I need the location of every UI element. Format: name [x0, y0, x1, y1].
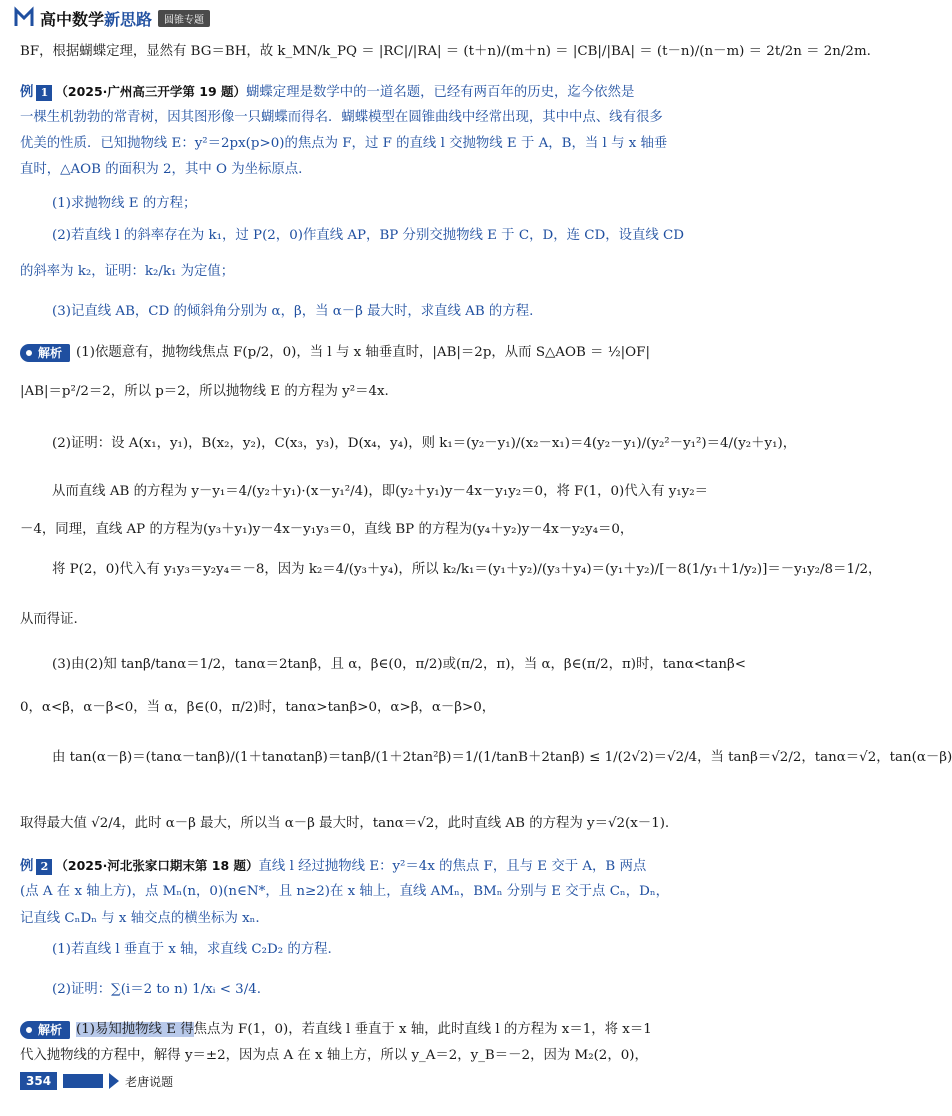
header-tag: 圆锥专题 [158, 10, 210, 27]
text-line: 从而直线 AB 的方程为 y－y₁＝4/(y₂＋y₁)·(x－y₁²/4)，即(y₂＋y₁)y－4x－y₁y₂＝0，将 F(1，0)代入有 y₁y₂＝ [52, 484, 708, 499]
example-text: 直线 l 经过抛物线 E：y²＝4x 的焦点 F，且与 E 交于 A，B 两点 [258, 859, 647, 874]
solution-1-line [20, 343, 751, 363]
text-line: (2)证明：∑(i＝2 to n) 1/xᵢ < 3/4. [52, 982, 261, 997]
page-footer [20, 1070, 173, 1092]
example-label: 例 [20, 85, 34, 100]
solution-text: 焦点为 F(1，0)，若直线 l 垂直于 x 轴，此时直线 l 的方程为 x＝1，将 x＝1 [193, 1022, 652, 1037]
text-line: (1)求抛物线 E 的方程； [52, 196, 197, 211]
text-line: (点 A 在 x 轴上方)，点 Mₙ(n，0)(n∈N*，且 n≥2)在 x 轴上，直线 AMₙ，BMₙ 分别与 E 交于点 Cₙ，Dₙ， [20, 884, 670, 899]
example-source: （2025·河北张家口期末第 18 题） [55, 858, 259, 873]
text-line: (3)由(2)知 tanβ/tanα＝1/2，tanα＝2tanβ，且 α，β∈(0，π/2)或(π/2，π)，当 α，β∈(π/2，π)时，tanα<tanβ< [52, 657, 747, 672]
play-arrow-icon [109, 1073, 119, 1089]
bullet-icon [24, 1025, 34, 1035]
page-header [14, 6, 210, 30]
text-line: BF，根据蝴蝶定理，显然有 BG＝BH，故 k_MN/k_PQ ＝ |RC|/|RA| ＝ (t＋n)/(m＋n) ＝ |CB|/|BA| ＝ (t－n)/(n－m) ＝ 2t/2n ＝ 2n/2m. [20, 44, 871, 59]
text-line: 一棵生机勃勃的常青树，因其图形像一只蝴蝶而得名．蝴蝶模型在圆锥曲线中经常出现，其中中点、线有很多 [20, 110, 663, 125]
text-line: 从而得证. [20, 612, 78, 627]
text-line: －4，同理，直线 AP 的方程为(y₃＋y₁)y－4x－y₁y₃＝0，直线 BP 的方程为(y₄＋y₂)y－4x－y₂y₄＝0， [20, 522, 634, 537]
solution-label: 解析 [38, 345, 63, 360]
example-1-heading [20, 82, 751, 103]
text-line: |AB|＝p²/2＝2，所以 p＝2，所以抛物线 E 的方程为 y²＝4x. [20, 384, 389, 399]
text-line: 0，α<β，α－β<0，当 α，β∈(0，π/2)时，tanα>tanβ>0，α>β，α－β>0， [20, 700, 496, 715]
solution-2-line [20, 1020, 751, 1040]
solution-badge [20, 344, 70, 362]
text-line: 直时，△AOB 的面积为 2，其中 O 为坐标原点. [20, 162, 303, 177]
example-2-heading [20, 856, 751, 877]
text-line: (2)若直线 l 的斜率存在为 k₁，过 P(2，0)作直线 AP，BP 分别交抛物线 E 于 C，D，连 CD，设直线 CD [52, 228, 685, 243]
example-label: 例 [20, 859, 34, 874]
text-line: 记直线 CₙDₙ 与 x 轴交点的横坐标为 xₙ. [20, 911, 260, 926]
highlighted-text: (1)易知抛物线 E 得 [76, 1022, 194, 1037]
text-line: 将 P(2，0)代入有 y₁y₃＝y₂y₄＝－8，因为 k₂＝4/(y₃＋y₄)，所以 k₂/k₁＝(y₁＋y₂)/(y₃＋y₄)＝(y₁＋y₂)/[－8(1/y₁＋1/y₂)]＝－y₁y₂/8＝1/2， [52, 562, 882, 577]
solution-badge [20, 1021, 70, 1039]
text-line: 代入抛物线的方程中，解得 y＝±2，因为点 A 在 x 轴上方，所以 y_A＝2，y_B＝－2，因为 M₂(2，0)， [20, 1048, 648, 1063]
text-line: (2)证明：设 A(x₁，y₁)，B(x₂，y₂)，C(x₃，y₃)，D(x₄，y₄)，则 k₁＝(y₂－y₁)/(x₂－x₁)＝4(y₂－y₁)/(y₂²－y₁²)＝4/(y₂＋y₁)， [52, 436, 797, 451]
m-logo-icon [14, 8, 34, 28]
footer-bar [63, 1074, 103, 1088]
solution-text: (1)依题意有，抛物线焦点 F(p/2，0)，当 l 与 x 轴垂直时，|AB|＝2p，从而 S△AOB ＝ ½|OF| [76, 345, 650, 360]
text-line: 取得最大值 √2/4，此时 α－β 最大，所以当 α－β 最大时，tanα＝√2，此时直线 AB 的方程为 y＝√2(x－1). [20, 816, 670, 831]
example-number: 2 [36, 859, 52, 875]
text-line: 优美的性质．已知抛物线 E：y²＝2px(p>0)的焦点为 F，过 F 的直线 l 交抛物线 E 于 A，B，当 l 与 x 轴垂 [20, 136, 668, 151]
header-title-accent: 新思路 [104, 9, 153, 29]
text-line: (3)记直线 AB，CD 的倾斜角分别为 α，β，当 α－β 最大时，求直线 AB 的方程. [52, 304, 534, 319]
header-title-main: 高中数学 [40, 9, 105, 29]
header-title [40, 7, 152, 30]
bullet-icon [24, 348, 34, 358]
text-line: 由 tan(α－β)＝(tanα－tanβ)/(1＋tanαtanβ)＝tanβ/(1＋2tan²β)＝1/(1/tanB＋2tanβ) ≤ 1/(2√2)＝√2/4，当 tanβ＝√2/2，tanα＝√2，tan(α－β) [52, 750, 952, 765]
text-line: (1)若直线 l 垂直于 x 轴，求直线 C₂D₂ 的方程. [52, 942, 332, 957]
example-source: （2025·广州高三开学第 19 题） [55, 84, 247, 99]
example-text: 蝴蝶定理是数学中的一道名题，已经有两百年的历史，迄今依然是 [246, 85, 635, 100]
solution-label: 解析 [38, 1022, 63, 1037]
example-number: 1 [36, 85, 52, 101]
footer-text: 老唐说题 [125, 1074, 174, 1089]
text-line: 的斜率为 k₂，证明：k₂/k₁ 为定值； [20, 264, 235, 279]
page-number: 354 [20, 1072, 57, 1090]
